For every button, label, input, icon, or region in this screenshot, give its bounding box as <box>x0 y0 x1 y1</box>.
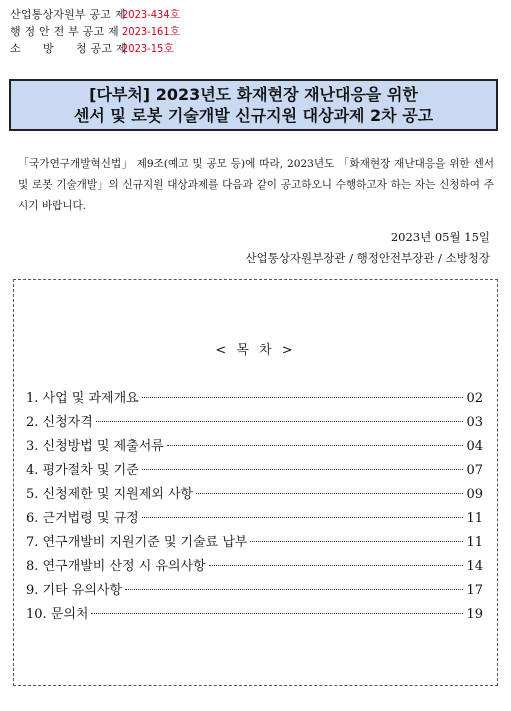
toc-item <box>26 435 483 459</box>
notice-number: 2023-15호 <box>122 42 174 55</box>
toc-leader-dots <box>125 589 463 590</box>
toc-item-label: 3. 신청방법 및 제출서류 <box>26 439 164 454</box>
toc-leader-dots <box>142 517 464 518</box>
toc-item-page: 17 <box>466 583 483 598</box>
intro-paragraph: 「국가연구개발혁신법」 제9조(예고 및 공모 등)에 따라, 2023년도 「화재현장 재난대응을 위한 센서 및 로봇 기술개발」의 신규지원 대상과제를 다음과 같이 공고하오니 수행하고자 하는 자는 신청하여 주시기 바랍니다. <box>18 158 494 212</box>
toc-leader-dots <box>142 397 464 398</box>
toc-leader-dots <box>250 541 463 542</box>
notice-number: 2023-434호 <box>122 8 181 21</box>
toc-item-page: 03 <box>466 415 483 430</box>
toc-item-page: 19 <box>466 607 483 622</box>
toc-item-label: 7. 연구개발비 지원기준 및 기술료 납부 <box>26 535 248 550</box>
toc-item <box>26 459 483 483</box>
notice-label: 소 방 청 공고 제 <box>10 42 127 55</box>
toc-item <box>26 387 483 411</box>
toc-item-page: 02 <box>466 391 483 406</box>
toc-item-page: 07 <box>466 463 483 478</box>
announcement-title-box <box>9 79 498 131</box>
toc-item <box>26 411 483 435</box>
toc-item-label: 9. 기타 유의사항 <box>26 583 123 598</box>
toc-list <box>26 387 483 627</box>
toc-item <box>26 507 483 531</box>
toc-item-page: 09 <box>466 487 483 502</box>
toc-item-label: 5. 신청제한 및 지원제외 사항 <box>26 487 194 502</box>
toc-leader-dots <box>142 469 464 470</box>
title-line-2: 센서 및 로봇 기술개발 신규지원 대상과제 2차 공고 <box>73 106 434 125</box>
toc-item-label: 1. 사업 및 과제개요 <box>26 391 139 406</box>
toc-item <box>26 483 483 507</box>
toc-item <box>26 555 483 579</box>
toc-item <box>26 531 483 555</box>
toc-item-page: 11 <box>466 511 483 526</box>
toc-item-label: 6. 근거법령 및 규정 <box>26 511 139 526</box>
notice-number-block <box>10 6 180 57</box>
toc-heading: < 목 차 > <box>215 343 296 358</box>
notice-row-motie <box>10 6 180 23</box>
notice-label: 행 정 안 전 부 공고 제 <box>10 25 119 38</box>
title-line-1: [다부처] 2023년도 화재현장 재난대응을 위한 <box>89 85 418 104</box>
toc-leader-dots <box>209 565 464 566</box>
toc-item <box>26 603 483 627</box>
toc-leader-dots <box>167 445 464 446</box>
issuer-line: 산업통상자원부장관 / 행정안전부장관 / 소방청장 <box>245 251 490 265</box>
toc-item <box>26 579 483 603</box>
notice-label: 산업통상자원부 공고 제 <box>10 8 126 21</box>
toc-leader-dots <box>96 421 464 422</box>
toc-item-label: 2. 신청자격 <box>26 415 93 430</box>
toc-item-label: 10. 문의처 <box>26 607 89 622</box>
toc-item-page: 11 <box>466 535 483 550</box>
toc-leader-dots <box>91 613 463 614</box>
notice-number: 2023-161호 <box>122 25 181 38</box>
notice-row-mois <box>10 23 180 40</box>
notice-row-nfa <box>10 40 180 57</box>
toc-item-label: 4. 평가절차 및 기준 <box>26 463 139 478</box>
toc-item-page: 14 <box>466 559 483 574</box>
announcement-date: 2023년 05월 15일 <box>390 230 490 244</box>
toc-item-page: 04 <box>466 439 483 454</box>
table-of-contents <box>13 279 498 686</box>
toc-leader-dots <box>196 493 463 494</box>
toc-item-label: 8. 연구개발비 산정 시 유의사항 <box>26 559 206 574</box>
